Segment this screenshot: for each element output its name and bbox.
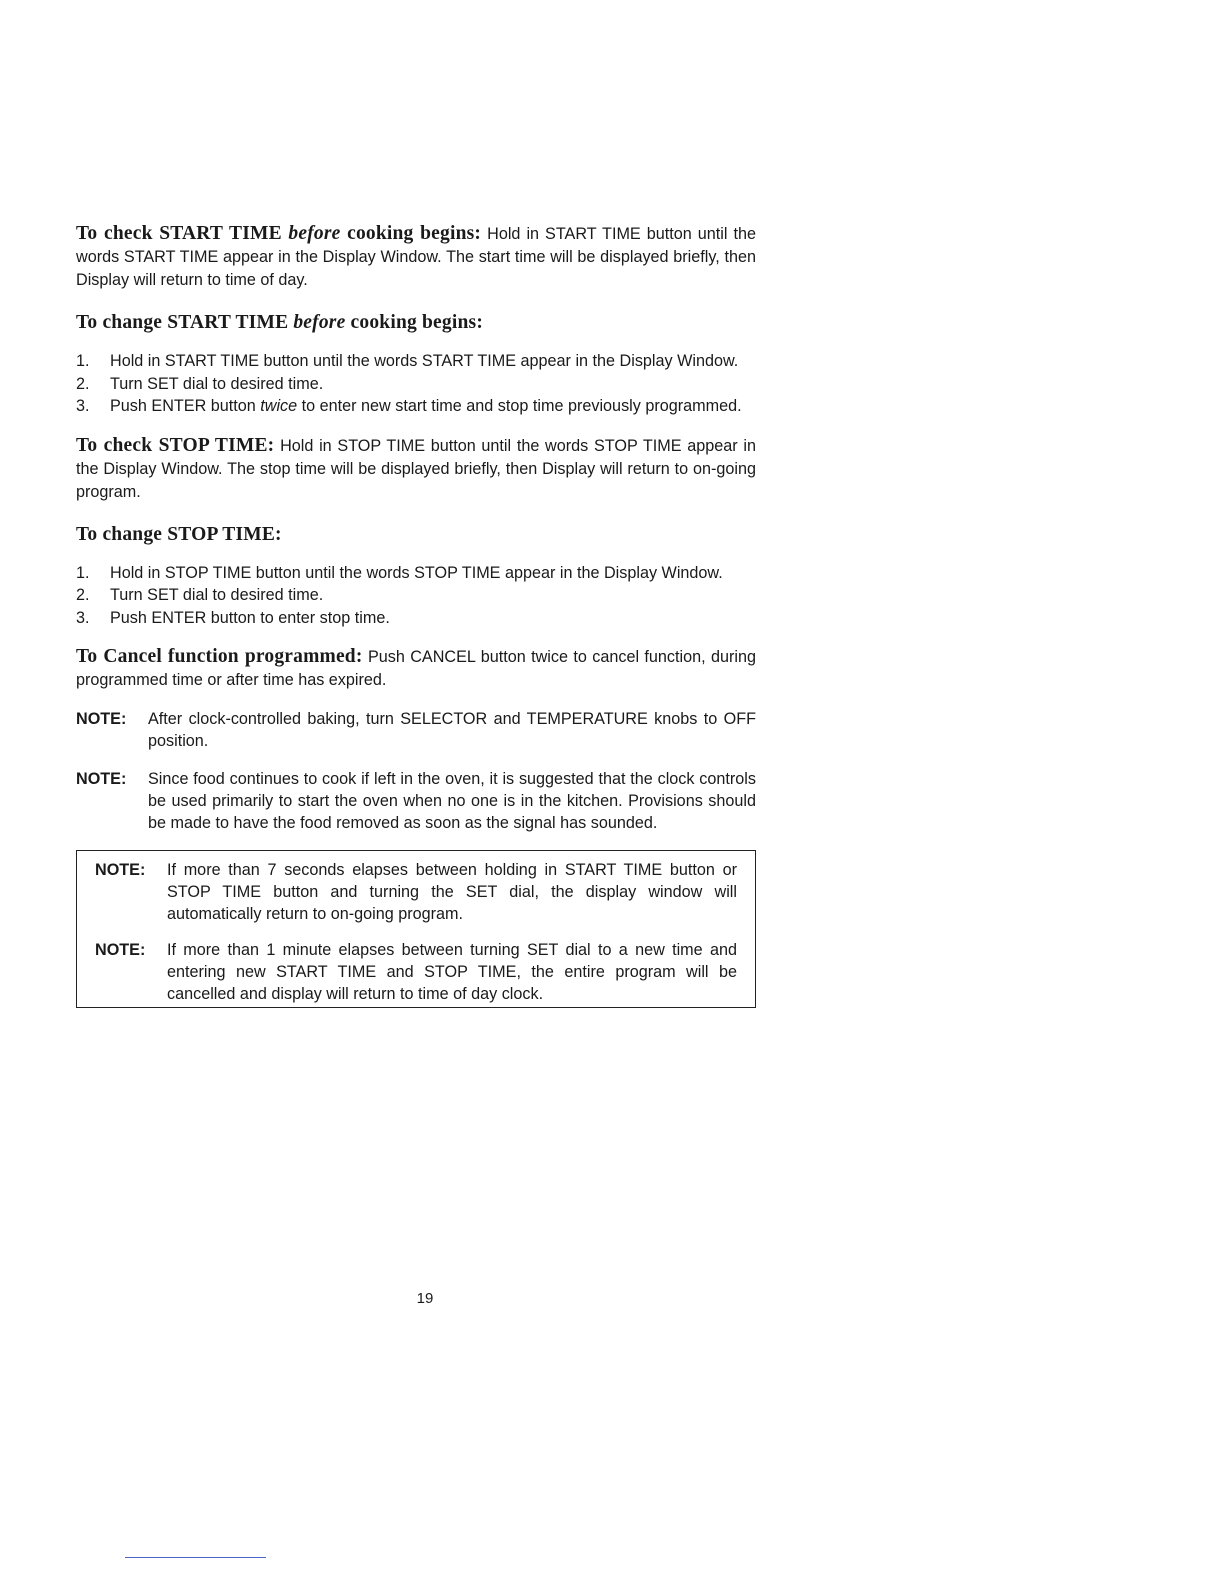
list-item [76,350,756,373]
step-text: Turn SET dial to desired time. [110,374,324,393]
check-stop-time-paragraph [76,434,756,504]
step-number: 2. [76,586,90,604]
cancel-function-body: Push CANCEL button twice to cancel function, during programmed time or after time has expired. [76,648,757,689]
cancel-function-paragraph [76,645,756,692]
change-start-time-heading: To change START TIME before cooking begins: [76,312,484,333]
step-text: Push ENTER button to enter stop time. [110,608,390,627]
step-text: Hold in STOP TIME button until the words STOP TIME appear in the Display Window. [110,563,723,582]
step-number: 1. [76,563,90,582]
step-text: Hold in START TIME button until the words START TIME appear in the Display Window. [110,352,739,370]
note-label: NOTE: [95,861,146,879]
list-item [76,373,756,396]
note-food-continues [76,768,756,834]
note-text: After clock-controlled baking, turn SELECTOR and TEMPERATURE knobs to OFF position. [148,710,756,750]
note-selector-off [76,708,756,752]
check-start-time-paragraph [76,222,756,292]
step-number: 3. [76,608,90,627]
note-label: NOTE: [76,770,127,788]
list-item [76,562,756,585]
list-item [76,584,756,607]
manual-page-content [76,222,756,1008]
change-stop-time-heading: To change STOP TIME: [76,523,282,545]
note-one-minute [95,939,737,1005]
check-stop-time-heading: To check STOP TIME: [76,434,275,456]
note-text: Since food continues to cook if left in the oven, it is suggested that the clock controls be used primarily to start the oven when no one is in the kitchen. Provisions should be made to have the food removed as soon as the signal has sounded. [148,770,756,832]
check-stop-time-body: Hold in STOP TIME button until the words STOP TIME appear in the Display Window. The stop time will be displayed briefly, then Display will return to on-going program. [76,436,756,501]
change-stop-time-steps [76,562,756,630]
page-number: 19 [416,1290,434,1307]
cancel-function-heading: To Cancel function programmed: [76,646,363,667]
bottom-divider-line [125,1557,266,1558]
step-number: 3. [76,397,90,415]
list-item [76,395,756,418]
step-text: Turn SET dial to desired time. [110,586,324,604]
note-text: If more than 1 minute elapses between turning SET dial to a new time and entering new START TIME and STOP TIME, the entire program will be cancelled and display will return to time of day clock. [167,941,737,1003]
change-start-time-steps [76,350,756,418]
list-item [76,607,756,630]
check-start-time-heading: To check START TIME before cooking begins: [76,223,482,244]
step-text: Push ENTER button twice to enter new start time and stop time previously programmed. [110,397,742,415]
note-seven-seconds [95,859,737,925]
boxed-notes [76,850,756,1008]
note-text: If more than 7 seconds elapses between holding in START TIME button or STOP TIME button and turning the SET dial, the display window will automatically return to on-going program. [167,861,737,923]
note-label: NOTE: [95,941,146,959]
step-number: 2. [76,374,90,393]
step-number: 1. [76,352,90,370]
check-start-time-body: Hold in START TIME button until the words START TIME appear in the Display Window. The start time will be displayed briefly, then Display will return to time of day. [76,225,756,289]
note-label: NOTE: [76,710,127,728]
